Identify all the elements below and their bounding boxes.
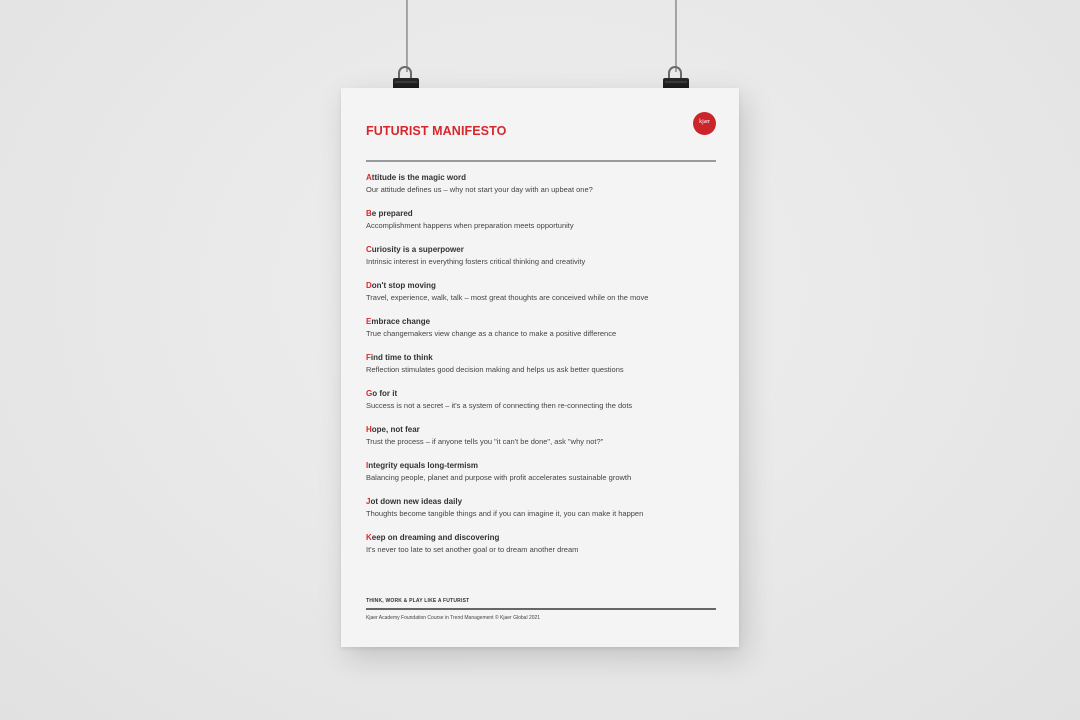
manifesto-item (366, 532, 726, 568)
manifesto-item-description: Reflection stimulates good decision making and helps us ask better questions (366, 365, 624, 374)
manifesto-item-initial: B (366, 209, 372, 218)
manifesto-item-initial: J (366, 497, 371, 506)
manifesto-item-initial: H (366, 425, 372, 434)
manifesto-item-initial: D (366, 281, 372, 290)
manifesto-item (366, 424, 726, 460)
manifesto-item-heading: eep on dreaming and discovering (371, 533, 500, 542)
manifesto-item-title (366, 316, 726, 328)
manifesto-item-title (366, 532, 726, 544)
manifesto-item-description: Thoughts become tangible things and if you can imagine it, you can make it happen (366, 509, 644, 518)
divider-top (366, 160, 716, 162)
manifesto-item-heading: ind time to think (370, 353, 433, 362)
poster-title: FUTURIST MANIFESTO (366, 124, 507, 138)
manifesto-item-heading: mbrace change (371, 317, 431, 326)
manifesto-item-initial: C (366, 245, 372, 254)
manifesto-item-title (366, 172, 726, 184)
manifesto-item-description: Balancing people, planet and purpose with profit accelerates sustainable growth (366, 473, 632, 482)
manifesto-item-heading: e prepared (371, 209, 413, 218)
manifesto-item (366, 208, 726, 244)
manifesto-item-title (366, 280, 726, 292)
manifesto-item-heading: ntegrity equals long-termism (368, 461, 479, 470)
footer-credit: Kjaer Academy Foundation Course in Trend Management © Kjaer Global 2021 (366, 615, 541, 621)
manifesto-item-initial: F (366, 353, 371, 362)
manifesto-item (366, 460, 726, 496)
divider-bottom (366, 608, 716, 610)
manifesto-item-title (366, 208, 726, 220)
manifesto-list (366, 172, 726, 568)
manifesto-item-description: Accomplishment happens when preparation meets opportunity (366, 221, 574, 230)
manifesto-item (366, 280, 726, 316)
manifesto-item-title (366, 460, 726, 472)
hanging-wire-right (675, 0, 677, 72)
manifesto-item-heading: ope, not fear (371, 425, 420, 434)
footer-title: THINK, WORK & PLAY LIKE A FUTURIST (366, 598, 470, 604)
manifesto-item-heading: uriosity is a superpower (371, 245, 464, 254)
manifesto-item-heading: o for it (372, 389, 398, 398)
hanging-wire-left (406, 0, 408, 72)
manifesto-item-description: Intrinsic interest in everything fosters critical thinking and creativity (366, 257, 586, 266)
manifesto-item-description: Our attitude defines us – why not start your day with an upbeat one? (366, 185, 593, 194)
manifesto-item-heading: on't stop moving (371, 281, 436, 290)
manifesto-item-initial: I (366, 461, 369, 470)
manifesto-item-heading: ttitude is the magic word (371, 173, 467, 182)
manifesto-item (366, 316, 726, 352)
manifesto-item-title (366, 496, 726, 508)
manifesto-item (366, 388, 726, 424)
manifesto-item-title (366, 424, 726, 436)
manifesto-item-description: Trust the process – if anyone tells you "it can't be done", ask "why not?" (366, 437, 604, 446)
manifesto-item-initial: G (366, 389, 373, 398)
manifesto-item-title (366, 388, 726, 400)
manifesto-item-description: True changemakers view change as a chance to make a positive difference (366, 329, 617, 338)
manifesto-item (366, 244, 726, 280)
manifesto-item-heading: ot down new ideas daily (370, 497, 463, 506)
manifesto-item (366, 352, 726, 388)
manifesto-item-initial: E (366, 317, 372, 326)
manifesto-item-initial: K (366, 533, 372, 542)
manifesto-item-initial: A (366, 173, 372, 182)
manifesto-item-description: It's never too late to set another goal or to dream another dream (366, 545, 579, 554)
manifesto-item-title (366, 352, 726, 364)
manifesto-item-title (366, 244, 726, 256)
manifesto-item (366, 496, 726, 532)
manifesto-item-description: Travel, experience, walk, talk – most great thoughts are conceived while on the move (366, 293, 649, 302)
manifesto-item-description: Success is not a secret – it's a system of connecting then re-connecting the dots (366, 401, 633, 410)
manifesto-poster (341, 88, 739, 647)
manifesto-item (366, 172, 726, 208)
kjaer-logo: kjær (693, 112, 716, 135)
